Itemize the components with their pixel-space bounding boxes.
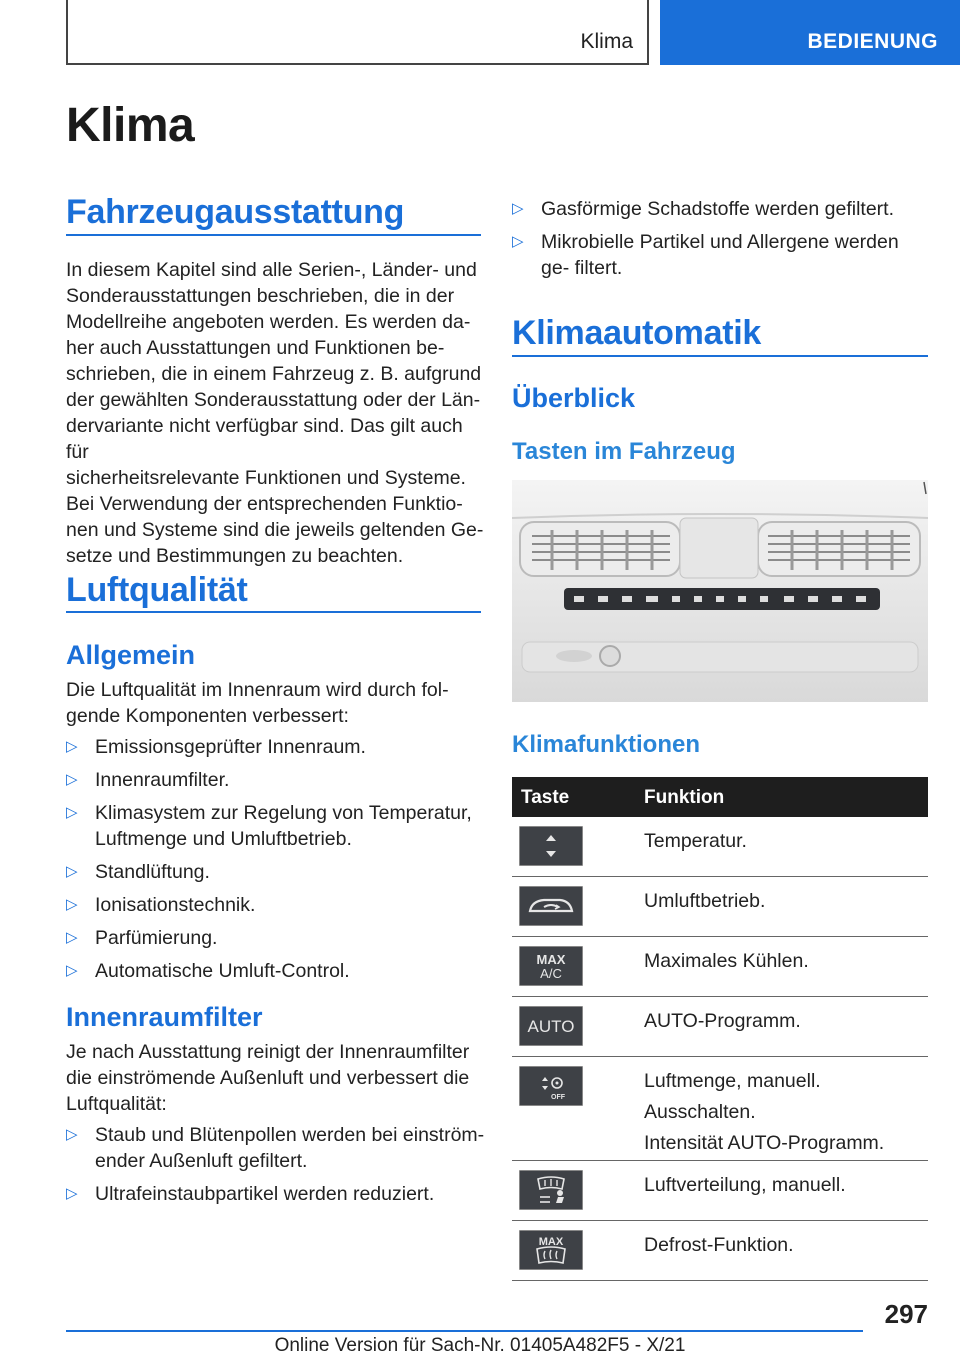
heading-ueberblick: Überblick [512,383,636,413]
text-line: schrieben, die in einem Fahrzeug z. B. aufgrund [66,363,482,385]
text-line: Je nach Ausstattung reinigt der Innenraumfilter [66,1041,470,1063]
footer-online-version: Online Version für Sach-Nr. 01405A482F5 - X/21 [274,1335,686,1356]
text-line: Luftqualität: [66,1093,167,1115]
table-row [512,997,928,1057]
bullet-triangle-icon: ▷ [512,200,524,217]
list-item-text: Innenraumfilter. [95,769,230,791]
heading-allgemein: Allgemein [66,640,196,670]
function-text: Ausschalten. [644,1101,756,1123]
header-section-box [66,0,649,65]
filter-bullet-list-continued [512,196,932,288]
page-number: 297 [884,1299,928,1329]
klimafunktionen-table [512,777,928,1281]
bullet-triangle-icon: ▷ [512,233,524,250]
function-cell [644,817,928,854]
footer-rule [66,1330,863,1332]
list-item [66,859,486,885]
bullet-triangle-icon: ▷ [66,929,78,946]
auto-icon [519,1006,583,1046]
recirculation-icon [519,886,583,926]
function-text: AUTO-Programm. [644,1010,801,1032]
allgemein-paragraph [66,677,486,729]
bullet-triangle-icon: ▷ [66,771,78,788]
text-line: Bei Verwendung der entsprechenden Funktio- [66,493,463,515]
allgemein-bullet-list [66,734,486,991]
page-title: Klima [66,99,195,152]
text-line: sicherheitsrelevante Funktionen und Systeme. [66,467,466,489]
table-row [512,1221,928,1281]
max-defrost-icon [519,1230,583,1270]
bullet-triangle-icon: ▷ [66,738,78,755]
function-text: Luftverteilung, manuell. [644,1174,846,1196]
bullet-triangle-icon: ▷ [66,962,78,979]
list-item-text: Emissionsgeprüfter Innenraum. [95,736,366,758]
list-item [66,925,486,951]
heading-innenraumfilter: Innenraumfilter [66,1002,263,1032]
function-cell [644,1161,928,1198]
heading-tasten-im-fahrzeug: Tasten im Fahrzeug [512,438,736,465]
table-row [512,877,928,937]
filter-bullet-list [66,1122,486,1214]
table-row [512,1057,928,1161]
bullet-triangle-icon: ▷ [66,804,78,821]
intro-paragraph [66,257,486,569]
list-item [66,958,486,984]
list-item-text: Klimasystem zur Regelung von Temperatur, Luftmenge und Umluftbetrieb. [95,802,472,850]
text-line: gende Komponenten verbessert: [66,705,349,727]
text-line: dervariante nicht verfügbar sind. Das gilt auch für [66,415,463,463]
text-line: Modellreihe angeboten werden. Es werden da- [66,311,471,333]
max-ac-icon [519,946,583,986]
list-item-text: Automatische Umluft-Control. [95,960,350,982]
table-row [512,817,928,877]
list-item [512,229,932,281]
list-item [66,1181,486,1207]
bullet-triangle-icon: ▷ [66,1126,78,1143]
text-line: her auch Ausstattungen und Funktionen be- [66,337,445,359]
text-line: die einströmende Außenluft und verbessert die [66,1067,470,1089]
function-text: Maximales Kühlen. [644,950,809,972]
function-cell [644,877,928,914]
table-header [512,777,928,817]
list-item-text: Mikrobielle Partikel und Allergene werden ge- filtert. [541,231,899,279]
text-line: setze und Bestimmungen zu beachten. [66,545,404,567]
text-line: nen und Systeme sind die jeweils geltenden Ge- [66,519,484,541]
heading-klimafunktionen: Klimafunktionen [512,731,701,758]
heading-rule [512,355,928,357]
function-text: Defrost-Funktion. [644,1234,794,1256]
function-text: Umluftbetrieb. [644,890,766,912]
text-line: In diesem Kapitel sind alle Serien-, Länder- und [66,259,477,281]
heading-fahrzeugausstattung: Fahrzeugausstattung [66,193,405,231]
list-item [66,734,486,760]
table-row [512,1161,928,1221]
heading-rule [66,611,481,613]
air-distribution-icon [519,1170,583,1210]
function-text: Temperatur. [644,830,747,852]
svg-text:MAX: MAX [536,952,566,967]
function-cell [644,997,928,1034]
bullet-triangle-icon: ▷ [66,1185,78,1202]
function-cell [644,937,928,974]
list-item [512,196,932,222]
function-text: Luftmenge, manuell. [644,1070,821,1092]
list-item-text: Standlüftung. [95,861,210,883]
svg-text:OFF: OFF [551,1094,565,1101]
header-section-label: Klima [580,30,633,53]
list-item [66,767,486,793]
header-chapter-tab [660,0,960,65]
climate-panel-photo [512,480,928,702]
list-item-text: Gasförmige Schadstoffe werden gefiltert. [541,198,894,220]
temperature-updown-icon [519,826,583,866]
filter-paragraph [66,1039,486,1117]
function-cell [644,1221,928,1258]
column-header-funktion: Funktion [644,787,725,808]
text-line: der gewählten Sonderausstattung oder der Län- [66,389,481,411]
function-cell [644,1057,928,1156]
header-chapter-label: BEDIENUNG [807,30,938,53]
bullet-triangle-icon: ▷ [66,896,78,913]
heading-klimaautomatik: Klimaautomatik [512,314,761,352]
list-item [66,892,486,918]
heading-luftqualitaet: Luftqualität [66,571,248,609]
svg-text:MAX: MAX [538,1236,564,1248]
bullet-triangle-icon: ▷ [66,863,78,880]
list-item [66,800,486,852]
list-item-text: Staub und Blütenpollen werden bei einström- ender Außenluft gefiltert. [95,1124,485,1172]
list-item [66,1122,486,1174]
list-item-text: Ionisationstechnik. [95,894,256,916]
svg-text:AUTO: AUTO [527,1017,575,1036]
function-text: Intensität AUTO-Programm. [644,1132,885,1154]
table-row [512,937,928,997]
text-line: Sonderausstattungen beschrieben, die in der [66,285,455,307]
svg-text:A/C: A/C [540,966,562,981]
text-line: Die Luftqualität im Innenraum wird durch fol- [66,679,449,701]
list-item-text: Parfümierung. [95,927,218,949]
fan-off-icon [519,1066,583,1106]
column-header-taste: Taste [521,787,570,808]
list-item-text: Ultrafeinstaubpartikel werden reduziert. [95,1183,435,1205]
heading-rule [66,234,481,236]
